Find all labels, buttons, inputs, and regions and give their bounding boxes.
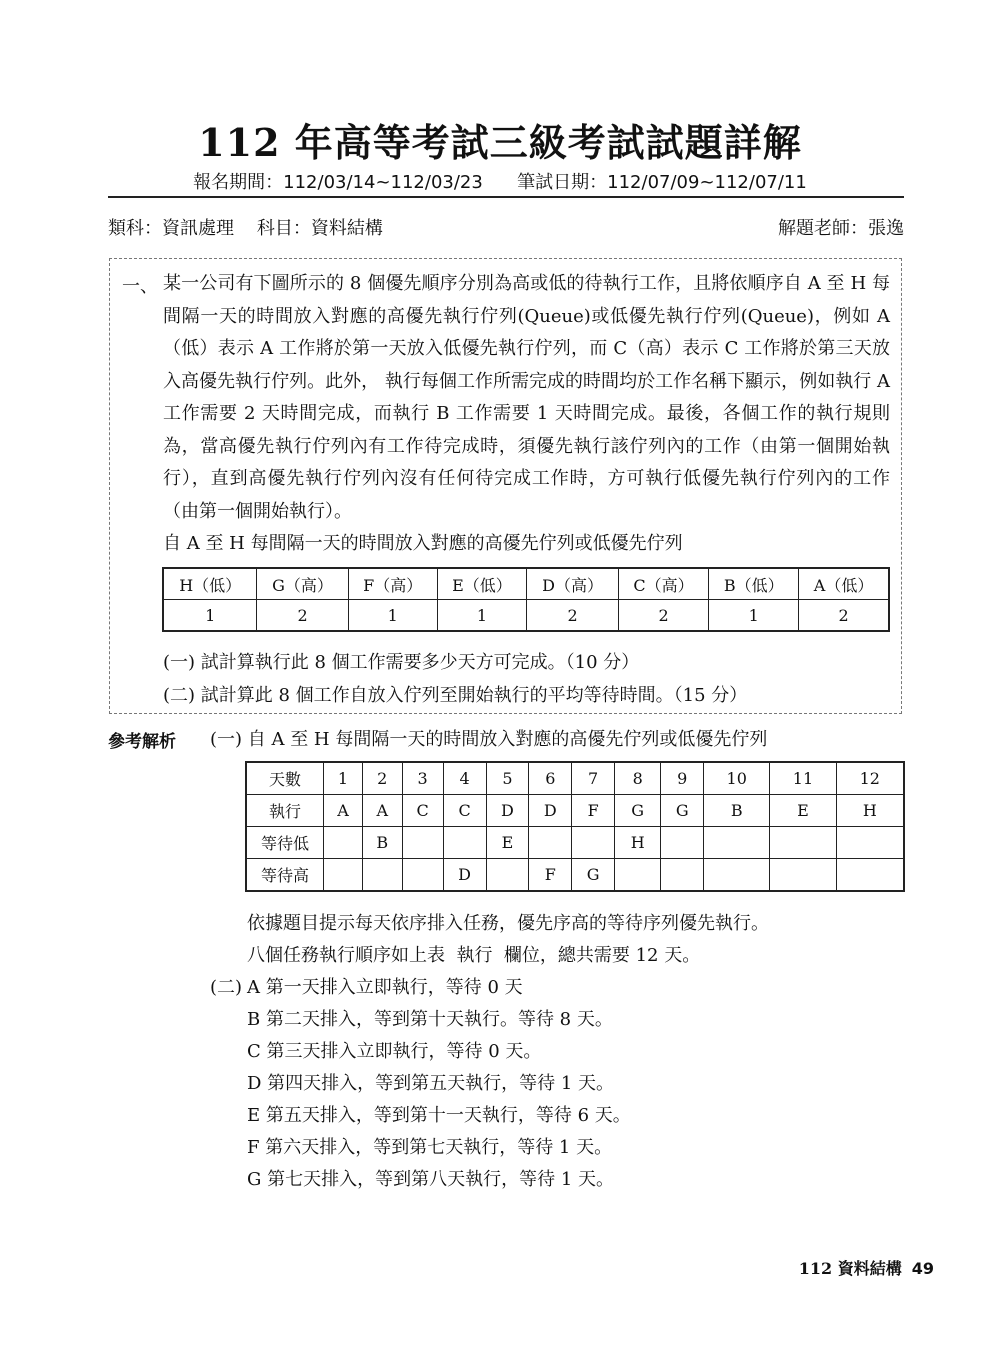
page-number: 49 — [911, 1259, 934, 1278]
part2-prefix: (二) — [210, 977, 243, 998]
job-cell: E（低） — [437, 568, 527, 600]
schedule-cell — [704, 859, 770, 892]
sub-question-2: (二) 試計算此 8 個工作自放入佇列至開始執行的平均等待時間。（15 分） — [163, 685, 748, 706]
schedule-cell: 9 — [661, 762, 704, 795]
schedule-cell — [529, 827, 572, 859]
schedule-cell: E — [486, 827, 529, 859]
schedule-cell: 1 — [324, 762, 363, 795]
answer-label: 參考解析 — [108, 732, 176, 752]
schedule-row-label: 執行 — [246, 795, 324, 827]
schedule-cell — [324, 859, 363, 892]
schedule-cell: E — [770, 795, 836, 827]
job-table — [162, 567, 890, 632]
page-title: 112 年高等考試三級考試試題詳解 — [198, 120, 802, 165]
schedule-cell — [402, 859, 443, 892]
schedule-cell: C — [443, 795, 486, 827]
schedule-cell — [486, 859, 529, 892]
job-cell: A（低） — [799, 568, 889, 600]
job-cell: F（高） — [348, 568, 437, 600]
schedule-cell: 10 — [704, 762, 770, 795]
schedule-cell: G — [572, 859, 615, 892]
duration-cell: 1 — [163, 600, 257, 632]
question-text — [163, 268, 890, 561]
job-cell: C（高） — [618, 568, 709, 600]
subject-info: 類科：資訊處理 科目：資料結構 — [108, 218, 383, 239]
answer-line: 依據題目提示每天依序排入任務，優先序高的等待序列優先執行。 — [247, 913, 769, 934]
teacher-info: 解題老師：張逸 — [778, 218, 904, 239]
schedule-table — [245, 761, 905, 892]
wait-line: C 第三天排入立即執行，等待 0 天。 — [247, 1041, 542, 1062]
schedule-row — [246, 795, 904, 827]
schedule-cell — [770, 827, 836, 859]
job-table-value-row — [163, 600, 889, 632]
schedule-cell: 2 — [362, 762, 402, 795]
schedule-cell: D — [443, 859, 486, 892]
question-paragraph: 某一公司有下圖所示的 8 個優先順序分別為高或低的待執行工作，且將依順序自 A 至 H 每間隔一天的時間放入對應的高優先執行佇列(Queue)或低優先執行佇列(Queue)，例如 A（低）表示 A 工作將於第一天放入低優先執行佇列，而 C（高）表示 C 工作將於第三天放入高優先執行佇列。此外， 執行每個工作所需完成的時間均於工作名稱下顯示，例如執行 A 工作需要 2 天時間完成，而執行 B 工作需要 1 天時間完成。最後，各個工作的執行規則為，當高優先執行佇列內有工作待完成時，須優先執行該佇列內的工作（由第一個開始執行），直到高優先執行佇列內沒有任何待完成工作時，方可執行低優先執行佇列內的工作（由第一個開始執行）。 — [163, 273, 890, 522]
schedule-row — [246, 762, 904, 795]
schedule-cell — [615, 859, 661, 892]
schedule-cell: 12 — [836, 762, 904, 795]
schedule-cell — [770, 859, 836, 892]
duration-cell: 2 — [799, 600, 889, 632]
schedule-cell — [704, 827, 770, 859]
schedule-row-label: 等待高 — [246, 859, 324, 892]
schedule-row-label: 天數 — [246, 762, 324, 795]
schedule-cell — [572, 827, 615, 859]
schedule-row — [246, 827, 904, 859]
schedule-cell: H — [615, 827, 661, 859]
wait-line: E 第五天排入，等到第十一天執行，等待 6 天。 — [247, 1105, 631, 1126]
schedule-cell: A — [324, 795, 363, 827]
duration-cell: 2 — [257, 600, 348, 632]
schedule-cell: B — [704, 795, 770, 827]
header-divider — [108, 196, 904, 198]
schedule-cell: F — [572, 795, 615, 827]
job-cell: B（低） — [709, 568, 799, 600]
schedule-cell — [324, 827, 363, 859]
schedule-cell: G — [615, 795, 661, 827]
page-footer — [799, 1256, 934, 1279]
duration-cell: 2 — [527, 600, 618, 632]
exam-dates: 報名期間：112/03/14~112/03/23 筆試日期：112/07/09~112/07/11 — [193, 172, 807, 193]
schedule-cell: H — [836, 795, 904, 827]
schedule-cell — [362, 859, 402, 892]
schedule-cell: B — [362, 827, 402, 859]
schedule-cell: 11 — [770, 762, 836, 795]
wait-line: B 第二天排入，等到第十天執行。等待 8 天。 — [247, 1009, 613, 1030]
schedule-cell — [443, 827, 486, 859]
job-table-header-row — [163, 568, 889, 600]
schedule-cell — [402, 827, 443, 859]
duration-cell: 1 — [709, 600, 799, 632]
schedule-cell: C — [402, 795, 443, 827]
question-number: 一、 — [122, 276, 158, 297]
schedule-cell: 3 — [402, 762, 443, 795]
schedule-cell: G — [661, 795, 704, 827]
job-cell: G（高） — [257, 568, 348, 600]
wait-line: D 第四天排入，等到第五天執行，等待 1 天。 — [247, 1073, 615, 1094]
schedule-cell: 5 — [486, 762, 529, 795]
schedule-cell — [661, 859, 704, 892]
schedule-cell: 8 — [615, 762, 661, 795]
schedule-cell: 7 — [572, 762, 615, 795]
schedule-cell: 4 — [443, 762, 486, 795]
job-cell: D（高） — [527, 568, 618, 600]
schedule-cell: D — [486, 795, 529, 827]
answer-line: 八個任務執行順序如上表 執行 欄位，總共需要 12 天。 — [247, 945, 701, 966]
job-cell: H（低） — [163, 568, 257, 600]
schedule-cell: A — [362, 795, 402, 827]
duration-cell: 2 — [618, 600, 709, 632]
duration-cell: 1 — [348, 600, 437, 632]
schedule-row — [246, 859, 904, 892]
schedule-cell — [661, 827, 704, 859]
wait-line: F 第六天排入，等到第七天執行，等待 1 天。 — [247, 1137, 613, 1158]
sub-question-1: (一) 試計算執行此 8 個工作需要多少天方可完成。（10 分） — [163, 652, 640, 673]
question-intro: 自 A 至 H 每間隔一天的時間放入對應的高優先佇列或低優先佇列 — [163, 533, 683, 554]
footer-text: 112 資料結構 — [798, 1259, 902, 1278]
wait-line: G 第七天排入，等到第八天執行，等待 1 天。 — [247, 1169, 614, 1190]
wait-line: A 第一天排入立即執行，等待 0 天 — [247, 977, 523, 998]
schedule-cell: D — [529, 795, 572, 827]
schedule-cell — [836, 859, 904, 892]
schedule-cell: F — [529, 859, 572, 892]
schedule-row-label: 等待低 — [246, 827, 324, 859]
duration-cell: 1 — [437, 600, 527, 632]
schedule-cell: 6 — [529, 762, 572, 795]
answer-heading: (一) 自 A 至 H 每間隔一天的時間放入對應的高優先佇列或低優先佇列 — [210, 729, 768, 750]
schedule-cell — [836, 827, 904, 859]
